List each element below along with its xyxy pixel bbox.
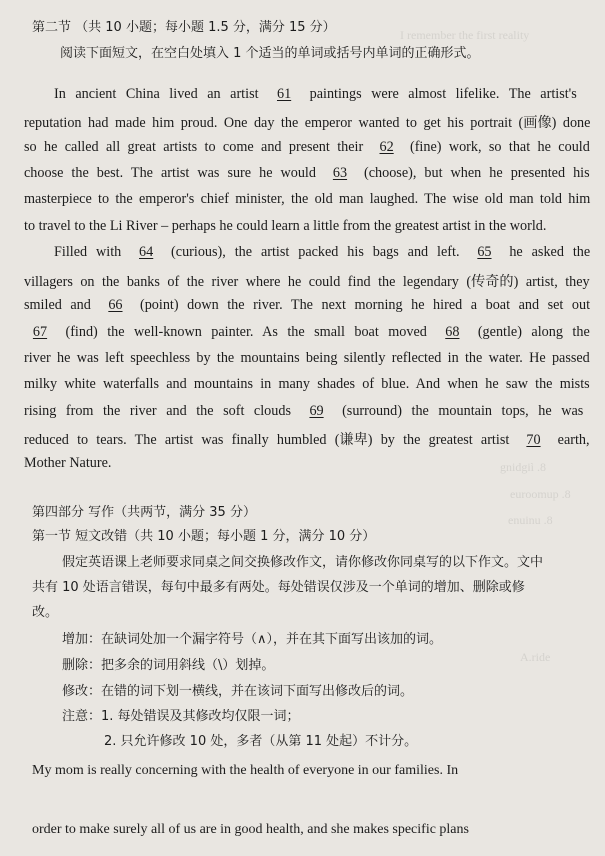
passage-text: (surround) the mountain tops, he was — [332, 403, 584, 419]
passage-text: to travel to the Li River – perhaps he could learn a little from the greatest artist in the world. — [24, 218, 547, 234]
sub-section-header: 第一节 短文改错（共 10 小题；每小题 1 分，满分 10 分） — [32, 529, 376, 544]
part-header: 第四部分 写作（共两节，满分 35 分） — [32, 505, 256, 520]
bleed-through-text: gnidgiì .8 — [500, 460, 547, 474]
blank-number: 62 — [379, 139, 394, 155]
note-2: 2. 只允许修改 10 处，多者（从第 11 处起）不计分。 — [104, 734, 418, 749]
passage-line — [24, 139, 590, 156]
passage-text: so he called all great artists to come and present their — [24, 139, 371, 155]
passage-line — [24, 350, 590, 367]
passage-text: Mother Nature. — [24, 455, 112, 471]
passage-text: Filled with — [54, 244, 131, 260]
section-instruction: 阅读下面短文，在空白处填入 1 个适当的单词或括号内单词的正确形式。 — [60, 46, 480, 61]
passage-text: he asked the — [500, 244, 591, 260]
passage-text: earth, — [549, 432, 590, 448]
passage-line — [24, 376, 590, 393]
blank-number: 63 — [332, 165, 348, 181]
passage-line — [24, 297, 590, 314]
blank-number: 64 — [139, 244, 154, 260]
passage-line — [54, 244, 590, 261]
passage-line — [24, 271, 590, 291]
instruction-line: 假定英语课上老师要求同桌之间交换修改作文，请你修改你同桌写的以下作文。文中 — [62, 555, 544, 570]
blank-number: 66 — [108, 297, 123, 313]
passage-text: (point) down the river. The next morning he hired a boat and set out — [131, 297, 591, 313]
passage-text: (find) the well-known painter. As the small boat moved — [56, 324, 437, 340]
passage-text: reputation had made him proud. One day the emperor wanted to get his portrait (画像) done — [24, 115, 591, 131]
bleed-through-text: A.ride — [520, 650, 551, 664]
passage-text: smiled and — [24, 297, 100, 313]
blank-number: 70 — [526, 432, 541, 448]
note-1: 注意：1. 每处错误及其修改均仅限一词； — [62, 709, 300, 724]
blank-number: 67 — [32, 324, 48, 340]
passage-text: paintings were almost lifelike. The artist's — [300, 86, 577, 102]
instruction-line: 改。 — [32, 605, 59, 620]
passage-line — [24, 324, 590, 341]
rule-modify: 修改：在错的词下划一横线，并在该词下面写出修改后的词。 — [62, 684, 414, 699]
passage-text: (curious), the artist packed his bags and left. — [162, 244, 469, 260]
blank-number: 69 — [309, 403, 324, 419]
blank-number: 68 — [445, 324, 460, 340]
passage-text: masterpiece to the emperor's chief minister, the old man laughed. The wise old man told him — [24, 191, 591, 207]
essay-line: order to make surely all of us are in good health, and she makes specific plans — [32, 822, 469, 837]
passage-text: river he was left speechless by the mountains being silently reflected in the water. He passed — [24, 350, 590, 366]
passage-line — [54, 86, 577, 103]
passage-line — [24, 218, 546, 235]
blank-number: 61 — [276, 86, 292, 102]
instruction-line: 共有 10 处语言错误，每句中最多有两处。每处错误仅涉及一个单词的增加、删除或修 — [32, 580, 525, 595]
passage-text: rising from the river and the soft clouds — [24, 403, 301, 419]
passage-line — [24, 165, 590, 182]
passage-text: (choose), but when he presented his — [355, 165, 590, 181]
bleed-through-text: enuinu .8 — [508, 513, 553, 527]
passage-line — [24, 191, 590, 208]
rule-delete: 删除：把多余的词用斜线（\）划掉。 — [62, 658, 275, 673]
passage-text: milky white waterfalls and mountains in many shades of blue. And when he saw the mists — [24, 376, 590, 392]
passage-line — [24, 403, 583, 420]
passage-text: (gentle) along the — [468, 324, 590, 340]
passage-line — [24, 455, 111, 472]
passage-text: choose the best. The artist was sure he would — [24, 165, 324, 181]
passage-line — [24, 429, 590, 449]
rule-add: 增加：在缺词处加一个漏字符号（∧），并在其下面写出该加的词。 — [62, 632, 443, 647]
passage-text: In ancient China lived an artist — [54, 86, 269, 102]
bleed-through-text: euroomup .8 — [510, 487, 571, 501]
blank-number: 65 — [477, 244, 492, 260]
passage-text: (fine) work, so that he could — [402, 139, 590, 155]
essay-line: My mom is really concerning with the health of everyone in our families. In — [32, 763, 459, 778]
passage-text: reduced to tears. The artist was finally humbled (谦卑) by the greatest artist — [24, 432, 518, 448]
bleed-through-text: I remember the first reality — [400, 28, 530, 42]
section-header: 第二节 （共 10 小题；每小题 1.5 分，满分 15 分） — [32, 20, 336, 35]
passage-text: villagers on the banks of the river where he could find the legendary (传奇的) artist, they — [24, 274, 590, 290]
passage-line — [24, 112, 590, 132]
